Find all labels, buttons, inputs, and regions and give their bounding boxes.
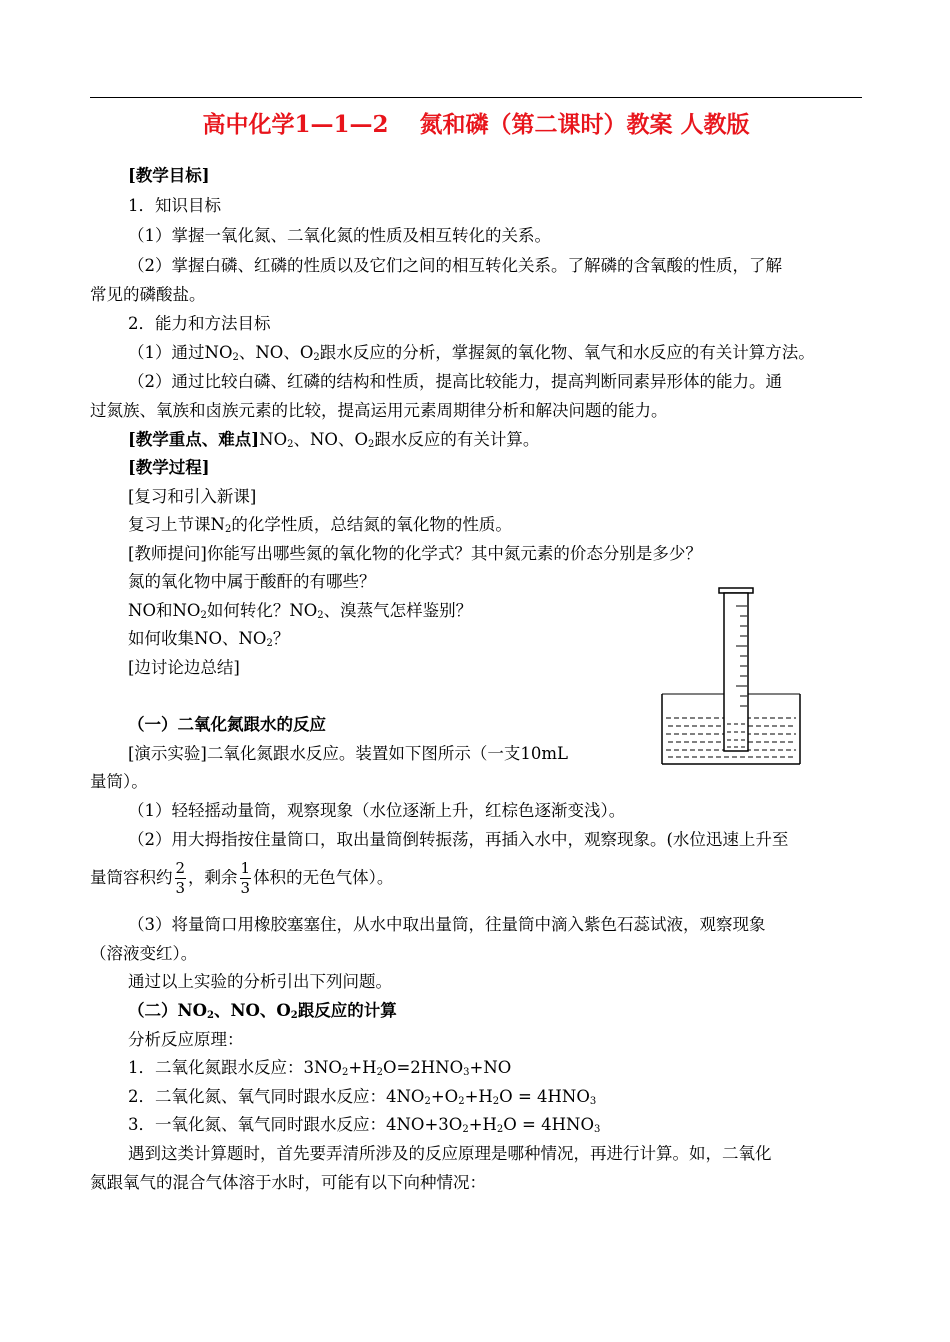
ability-point-1: （1）通过$NO_2$、NO、$O_2$跟水反应的分析，掌握氮的氧化物、氧气和水反应的有关计算方法。 [128, 343, 815, 363]
observation-2b: 量筒容积约 $\frac{2}{3}$ ，剩余 $\frac{1}{3}$ 体积的无色气体）。 [90, 859, 394, 897]
header-rule [90, 97, 862, 98]
observation-2a: （2）用大拇指按住量筒口，取出量筒倒转振荡，再插入水中，观察现象。(水位迅速上升至 [128, 830, 789, 849]
review-text: 复习上节课$N_2$的化学性质，总结氮的氧化物的性质。 [128, 515, 512, 535]
analysis-label: 分析反应原理： [128, 1030, 244, 1049]
observation-3b: （溶液变红）。 [90, 944, 198, 963]
observation-1: （1）轻轻摇动量筒，观察现象（水位逐渐上升，红棕色逐渐变浅）。 [128, 801, 626, 820]
knowledge-point-1: （1）掌握一氧化氮、二氧化氮的性质及相互转化的关系。 [128, 226, 551, 245]
demo-text-a: [演示实验]二氧化氮跟水反应。装置如下图所示（一支10mL [128, 744, 568, 763]
question-conversion: NO和$NO_2$如何转化？$NO_2$、溴蒸气怎样鉴别？ [128, 601, 473, 621]
equation-1: 1．二氧化氮跟水反应：$3NO_2+H_2O=2HNO_3+NO$ [128, 1058, 512, 1078]
equation-2: 2．二氧化氮、氧气同时跟水反应：$4NO_2+O_2+H_2O = 4HNO_3$ [128, 1087, 597, 1107]
lead-in-text: 通过以上实验的分析引出下列问题。 [128, 972, 392, 991]
teacher-question: [教师提问]你能写出哪些氮的氧化物的化学式？其中氮元素的价态分别是多少？ [128, 544, 702, 563]
fraction-one-third: $\frac{1}{3}$ [240, 859, 251, 897]
equation-3: 3．一氧化氮、氧气同时跟水反应：$4NO+3O_2+H_2O = 4HNO_3$ [128, 1115, 601, 1135]
ability-point-2a: （2）通过比较白磷、红磷的结构和性质，提高比较能力，提高判断同素异形体的能力。通 [128, 372, 782, 391]
teaching-goals-header: [教学目标] [128, 166, 210, 185]
question-collect: 如何收集NO、$NO_2$？ [128, 629, 290, 649]
review-label: [复习和引入新课] [128, 487, 257, 506]
question-acid-anhydride: 氮的氧化物中属于酸酐的有哪些？ [128, 572, 376, 591]
discuss-label: [边讨论边总结] [128, 658, 240, 677]
knowledge-point-2a: （2）掌握白磷、红磷的性质以及它们之间的相互转化关系。了解磷的含氧酸的性质，了解 [128, 256, 782, 275]
section-2-title: （二）$NO_2$、NO、$O_2$跟反应的计算 [128, 1001, 397, 1021]
process-header: [教学过程] [128, 458, 210, 477]
knowledge-point-2b: 常见的磷酸盐。 [90, 285, 206, 304]
demo-text-b: 量筒）。 [90, 772, 148, 791]
closing-text-a: 遇到这类计算题时，首先要弄清所涉及的反应原理是哪种情况，再进行计算。如，二氧化 [128, 1144, 772, 1163]
knowledge-goal: 1．知识目标 [128, 196, 221, 215]
page-title: 高中化学1—1—2 氮和磷（第二课时）教案 人教版 [202, 111, 750, 138]
graduated-cylinder-inverted-in-water-trough-icon [658, 582, 804, 766]
closing-text-b: 氮跟氧气的混合气体溶于水时，可能有以下向种情况： [90, 1173, 486, 1192]
ability-goal: 2．能力和方法目标 [128, 314, 271, 333]
section-1-title: （一）二氧化氮跟水的反应 [128, 715, 326, 734]
observation-3a: （3）将量筒口用橡胶塞塞住，从水中取出量筒，往量筒中滴入紫色石蕊试液，观察现象 [128, 915, 766, 934]
fraction-two-thirds: $\frac{2}{3}$ [175, 859, 186, 897]
ability-point-2b: 过氮族、氧族和卤族元素的比较，提高运用元素周期律分析和解决问题的能力。 [90, 401, 668, 420]
key-points: [教学重点、难点]$NO_2$、NO、$O_2$跟水反应的有关计算。 [128, 430, 540, 450]
